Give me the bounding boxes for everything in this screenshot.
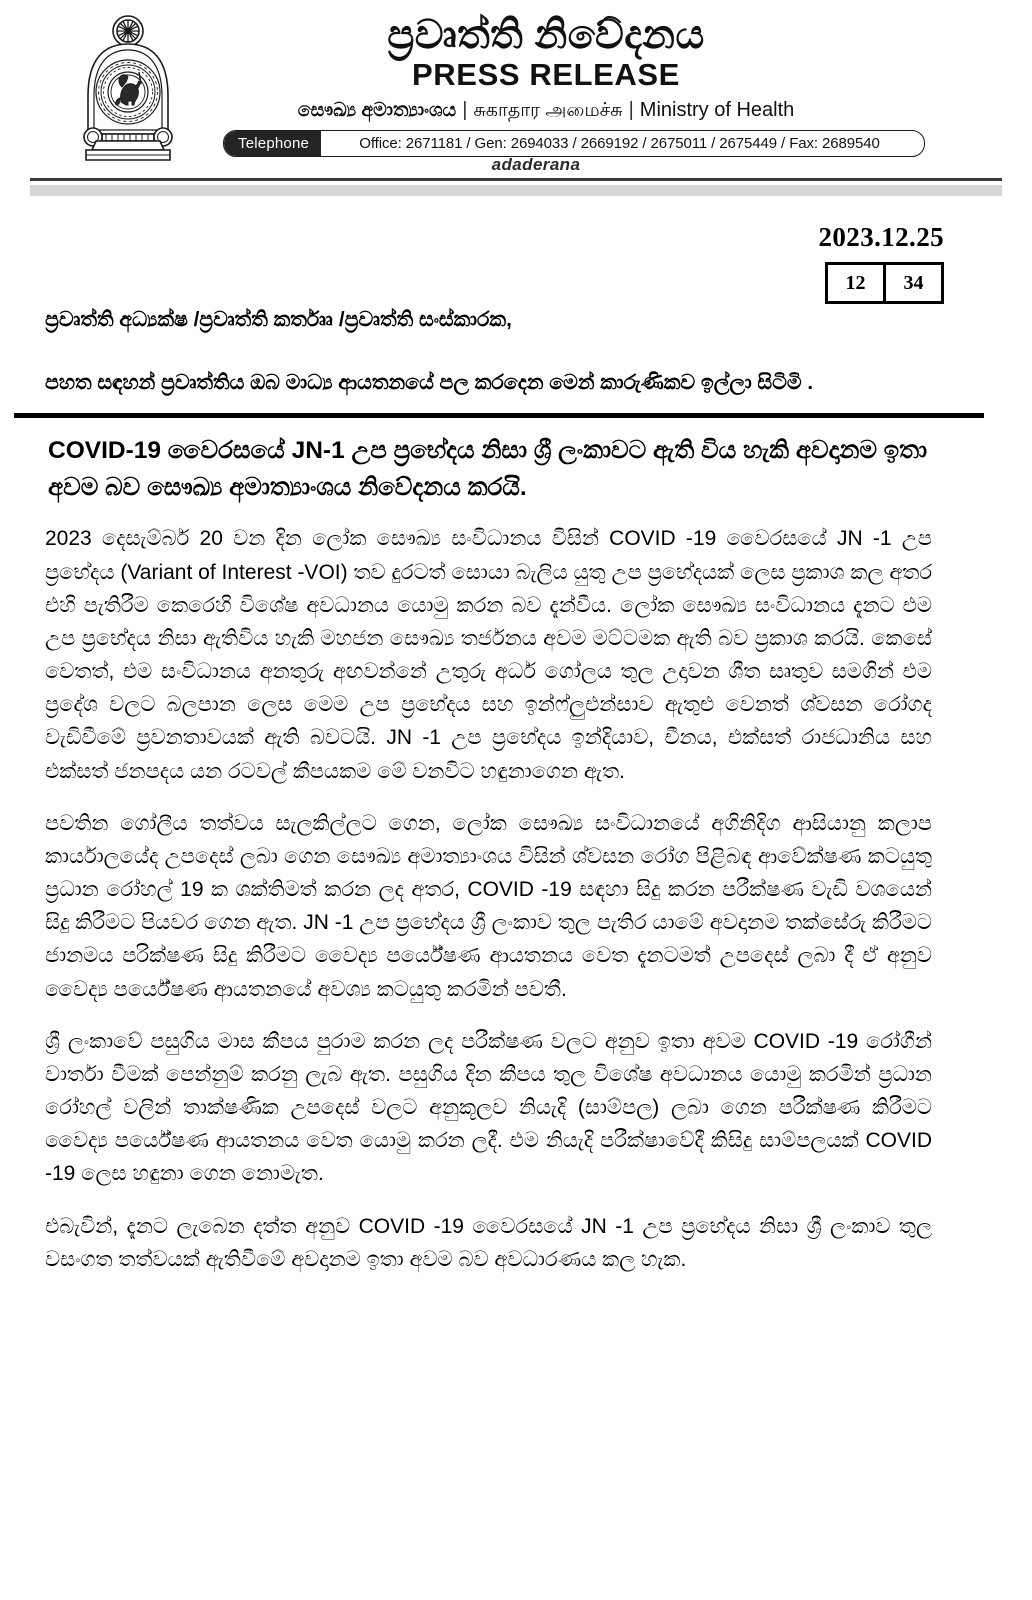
press-release-body [0, 522, 1032, 1276]
press-release-title-english: PRESS RELEASE [412, 57, 680, 93]
telephone-label: Telephone [224, 131, 321, 156]
telephone-bar [223, 130, 925, 157]
body-paragraph-2: පවතින ගෝලීය තත්වය සැලකිල්ලට ගෙන, ලෝක සෞඛ්‍ය සංවිධානයේ අගිනිදිග ආසියානු කලාප කාර්යාලයේද උපදෙස් ලබා ගෙන සෞඛ්‍ය අමාත්‍යාංශය විසින් ශ්වසන රෝග පිළිබඳ ආවේක්ෂණ කටයුතු ප්‍රධාන රෝහල් 19 ක ශක්තිමත් කරන ලද අතර, COVID -19 සඳහා සිදු කරන පරීක්ෂණ වැඩි වශයෙන් සිදු කිරීමට පියවර ගෙන ඇත. JN -1 උප ප්‍රභේදය ශ්‍රී ලංකාව තුල පැතිර යාමේ අවදානම තක්සේරු කිරීමට ජානමය පරික්ෂණ සිදු කිරීමට වෛද්‍ය පර්යේෂණ ආයතනය වෙත දැනටමත් උපදෙස් ලබා දී ඒ අනුව වෛද්‍ය පර්යේෂණ ආයතනයේ අවශ්‍ය කටයුතු කරමින් පවතී. [45, 811, 932, 1001]
document-header [0, 0, 1032, 172]
document-meta [0, 196, 1032, 304]
separator-1: | [462, 98, 468, 121]
ministry-name-tamil: சுகாதார அமைச்சு [473, 99, 623, 121]
reference-number-box [825, 262, 944, 304]
document-date: 2023.12.25 [818, 222, 944, 252]
reference-number-right: 34 [903, 271, 924, 294]
ministry-name-sinhala: සෞඛ්‍ය අමාත්‍යාංශය [297, 99, 457, 121]
sri-lanka-national-emblem-icon [72, 10, 184, 172]
body-paragraph-4: එබැවින්, දැනට ලැබෙන දත්ත අනුව COVID -19 වෛරසයේ JN -1 උප ප්‍රභේදය නිසා ශ්‍රී ලංකාව තුල වසංගත තත්වයක් ඇතිවීමේ අවදානම ඉතා අවම බව අවධාරණය කල හැක. [45, 1214, 932, 1271]
press-release-headline: COVID-19 වෛරසයේ JN-1 උප ප්‍රභේදය නිසා ශ්‍රී ලංකාවට ඇති විය හැකි අවදානම ඉතා අවම බව සෞඛ්‍ය අමාත්‍යාංශය නිවේදනය කරයි. [48, 436, 928, 502]
adaderana-watermark: adaderana [491, 155, 581, 174]
body-paragraph-3: ශ්‍රී ලංකාවේ පසුගිය මාස කීපය පුරාම කරන ලද පරීක්ෂණ වලට අනුව ඉතා අවම COVID -19 රෝගීන් වාර්තා වීමක් පෙන්නුම් කරනු ලැබ ඇත. පසුගිය දින කීපය තුල විශේෂ අවධානය යොමු කරමින් ප්‍රධාන රෝහල් වලින් තාක්ෂණික උපදෙස් වලට අනුකූලව නියැදි (සාම්පල) ලබා ගෙන පරීක්ෂණ කිරීමට වෛද්‍ය පර්යේෂණ ආයතනය වෙත යොමු කරන ලදී. එම නියැදි පරීක්ෂාවේදී කිසිදු සාම්පලයක් COVID -19 ලෙස හඳුනා ගෙන නොමැත. [45, 1029, 932, 1186]
ministry-name-english: Ministry of Health [639, 98, 795, 121]
addressee-line: ප්‍රවෘත්ති අධ්‍යක්ෂ /ප්‍රවෘත්ති කර්තෲ /ප්‍රවෘත්ති සංස්කාරක, [45, 308, 512, 331]
header-divider-rule [30, 178, 1002, 181]
telephone-numbers: Office: 2671181 / Gen: 2694033 / 2669192 / 2675011 / 2675449 / Fax: 2689540 [359, 134, 880, 152]
body-paragraph-1: 2023 දෙසැම්බර් 20 වන දින ලෝක සෞඛ්‍ය සංවිධානය විසින් COVID -19 වෛරසයේ JN -1 උප ප්‍රභේදය (Variant of Interest -VOI) තව දුරටත් සොයා බැලිය යුතු උප ප්‍රභේදයක් ලෙස ප්‍රකාශ කල අතර එහි පැතිරීම කෙරෙහි විශේෂ අවධානය යොමු කරන බව දැන්වීය. ලෝක සෞඛ්‍ය සංවිධානය දැනට එම උප ප්‍රභේදය නිසා ඇතිවිය හැකි මහජන සෞඛ්‍ය තර්ජනය අවම මට්ටමක ඇති බව ප්‍රකාශ කරයි. කෙසේ වෙතත්, එම සංවිධානය අනතුරු අඟවන්නේ උතුරු අර්ධ ගෝලය තුල උදාවන ශීත සෘතුව සමගින් එම ප්‍රදේශ වලට බලපාන ලෙස මෙම උප ප්‍රභේදය සහ ඉන්ෆ්ලුඑන්සාව ඇතුළු වෙනත් ශ්වසන රෝගද වැඩිවීමේ ප්‍රවනතාවයක් ඇති බවටයි. JN -1 උප ප්‍රභේදය ඉන්දියාව, චීනය, එක්සත් රාජධානිය සහ එක්සත් ජනපදය යන රටවල් කීපයකම මේ වනවිට හඳුනාගෙන ඇත. [45, 527, 932, 783]
header-divider-band [30, 185, 1002, 196]
publication-request-text: පහත සඳහන් ප්‍රවෘත්තිය ඔබ මාධ්‍ය ආයතනයේ පල කරදෙන මෙන් කාරුණිකව ඉල්ලා සිටිමි . [45, 370, 814, 394]
ministry-name-trilingual [90, 99, 1002, 122]
press-release-title-sinhala: ප්‍රවෘත්ති නිවේදනය [387, 13, 705, 57]
separator-2: | [628, 98, 634, 121]
addressing-block [0, 304, 1032, 399]
reference-number-left: 12 [828, 265, 886, 301]
